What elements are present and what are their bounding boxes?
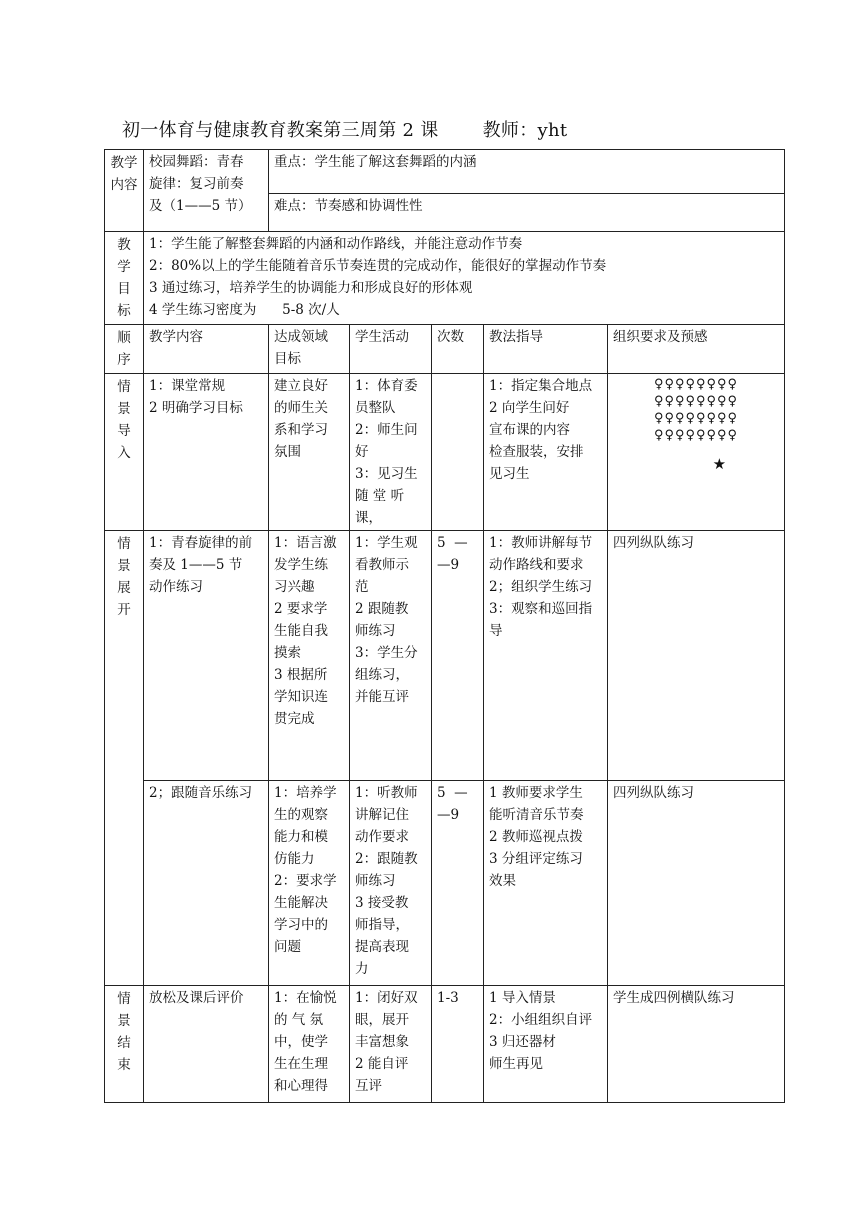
table-row	[105, 986, 785, 1103]
goals-label: 教 学 目 标	[105, 232, 144, 325]
guidance-cell: 1：指定集合地点 2 向学生问好 宣布课的内容 检查服装，安排 见习生	[484, 374, 608, 531]
count-cell: 5 — —9	[432, 531, 484, 781]
organization-cell: 四列纵队练习	[608, 781, 785, 986]
table-header	[105, 325, 785, 374]
page-title	[122, 116, 567, 142]
goal-item: 4 学生练习密度为 5-8 次/人	[149, 302, 340, 318]
stage-cell: 情 景 导 入	[105, 374, 144, 531]
activity-cell: 1：闭好双 眼，展开 丰富想象 2 能自评 互评	[350, 986, 432, 1103]
goal-item: 3 通过练习，培养学生的协调能力和形成良好的形体观	[149, 280, 473, 296]
teacher-star-icon: ★	[712, 455, 728, 473]
goals-list	[144, 232, 785, 325]
header-student-activity: 学生活动	[350, 325, 432, 374]
count-cell	[432, 374, 484, 531]
domain-cell: 建立良好 的师生关 系和学习 氛围	[269, 374, 350, 531]
key-point: 重点：学生能了解这套舞蹈的内涵	[269, 150, 785, 194]
stage-cell: 情 景 结 束	[105, 986, 144, 1103]
count-cell: 5 — —9	[432, 781, 484, 986]
student-row: ♀♀♀♀♀♀♀♀	[654, 377, 739, 392]
content-cell: 放松及课后评价	[144, 986, 269, 1103]
header-guidance: 教法指导	[484, 325, 608, 374]
table-row	[105, 374, 785, 531]
activity-cell: 1：听教师 讲解记住 动作要求 2：跟随教 师练习 3 接受教 师指导， 提高表现 力	[350, 781, 432, 986]
organization-cell: 四列纵队练习	[608, 531, 785, 781]
content-label: 教学内容	[105, 150, 144, 232]
content-cell: 1：青春旋律的前 奏及 1——5 节 动作练习	[144, 531, 269, 781]
table-row	[105, 531, 785, 781]
domain-cell: 1：培养学 生的观察 能力和模 仿能力 2：要求学 生能解决 学习中的 问题	[269, 781, 350, 986]
guidance-cell: 1 导入情景 2：小组组织自评 3 归还器材 师生再见	[484, 986, 608, 1103]
student-row: ♀♀♀♀♀♀♀♀	[654, 394, 739, 409]
goal-item: 1：学生能了解整套舞蹈的内涵和动作路线，并能注意动作节奏	[149, 236, 523, 252]
difficulty: 难点：节奏感和协调性性	[269, 194, 785, 232]
header-domain: 达成领域 目标	[269, 325, 350, 374]
formation-diagram	[608, 374, 785, 531]
content-topic: 校园舞蹈：青春 旋律：复习前奏 及（1——5 节）	[144, 150, 269, 232]
header-count: 次数	[432, 325, 484, 374]
header-organization: 组织要求及预感	[608, 325, 785, 374]
teacher-label: 教师：yht	[482, 120, 568, 141]
domain-cell: 1：语言激 发学生练 习兴趣 2 要求学 生能自我 摸索 3 根据所 学知识连 贯完成	[269, 531, 350, 781]
lesson-plan-table	[104, 149, 785, 1103]
activity-cell: 1：学生观 看教师示 范 2 跟随教 师练习 3：学生分 组练习， 并能互评	[350, 531, 432, 781]
guidance-cell: 1：教师讲解每节 动作路线和要求 2；组织学生练习 3：观察和巡回指 导	[484, 531, 608, 781]
content-cell: 1：课堂常规 2 明确学习目标	[144, 374, 269, 531]
domain-cell: 1：在愉悦 的 气 氛 中，使学 生在生理 和心理得	[269, 986, 350, 1103]
header-teaching-content: 教学内容	[144, 325, 269, 374]
student-row: ♀♀♀♀♀♀♀♀	[654, 411, 739, 426]
header-order: 顺 序	[105, 325, 144, 374]
table-row	[105, 781, 785, 986]
student-row: ♀♀♀♀♀♀♀♀	[654, 428, 739, 443]
content-cell: 2；跟随音乐练习	[144, 781, 269, 986]
activity-cell: 1：体育委 员整队 2：师生问 好 3：见习生 随 堂 听 课，	[350, 374, 432, 531]
organization-cell: 学生成四例横队练习	[608, 986, 785, 1103]
goal-item: 2：80%以上的学生能随着音乐节奏连贯的完成动作，能很好的掌握动作节奏	[149, 258, 607, 274]
count-cell: 1-3	[432, 986, 484, 1103]
guidance-cell: 1 教师要求学生 能听清音乐节奏 2 教师巡视点拨 3 分组评定练习 效果	[484, 781, 608, 986]
lesson-title: 初一体育与健康教育教案第三周第 2 课	[122, 120, 439, 141]
stage-cell: 情 景 展 开	[105, 531, 144, 986]
